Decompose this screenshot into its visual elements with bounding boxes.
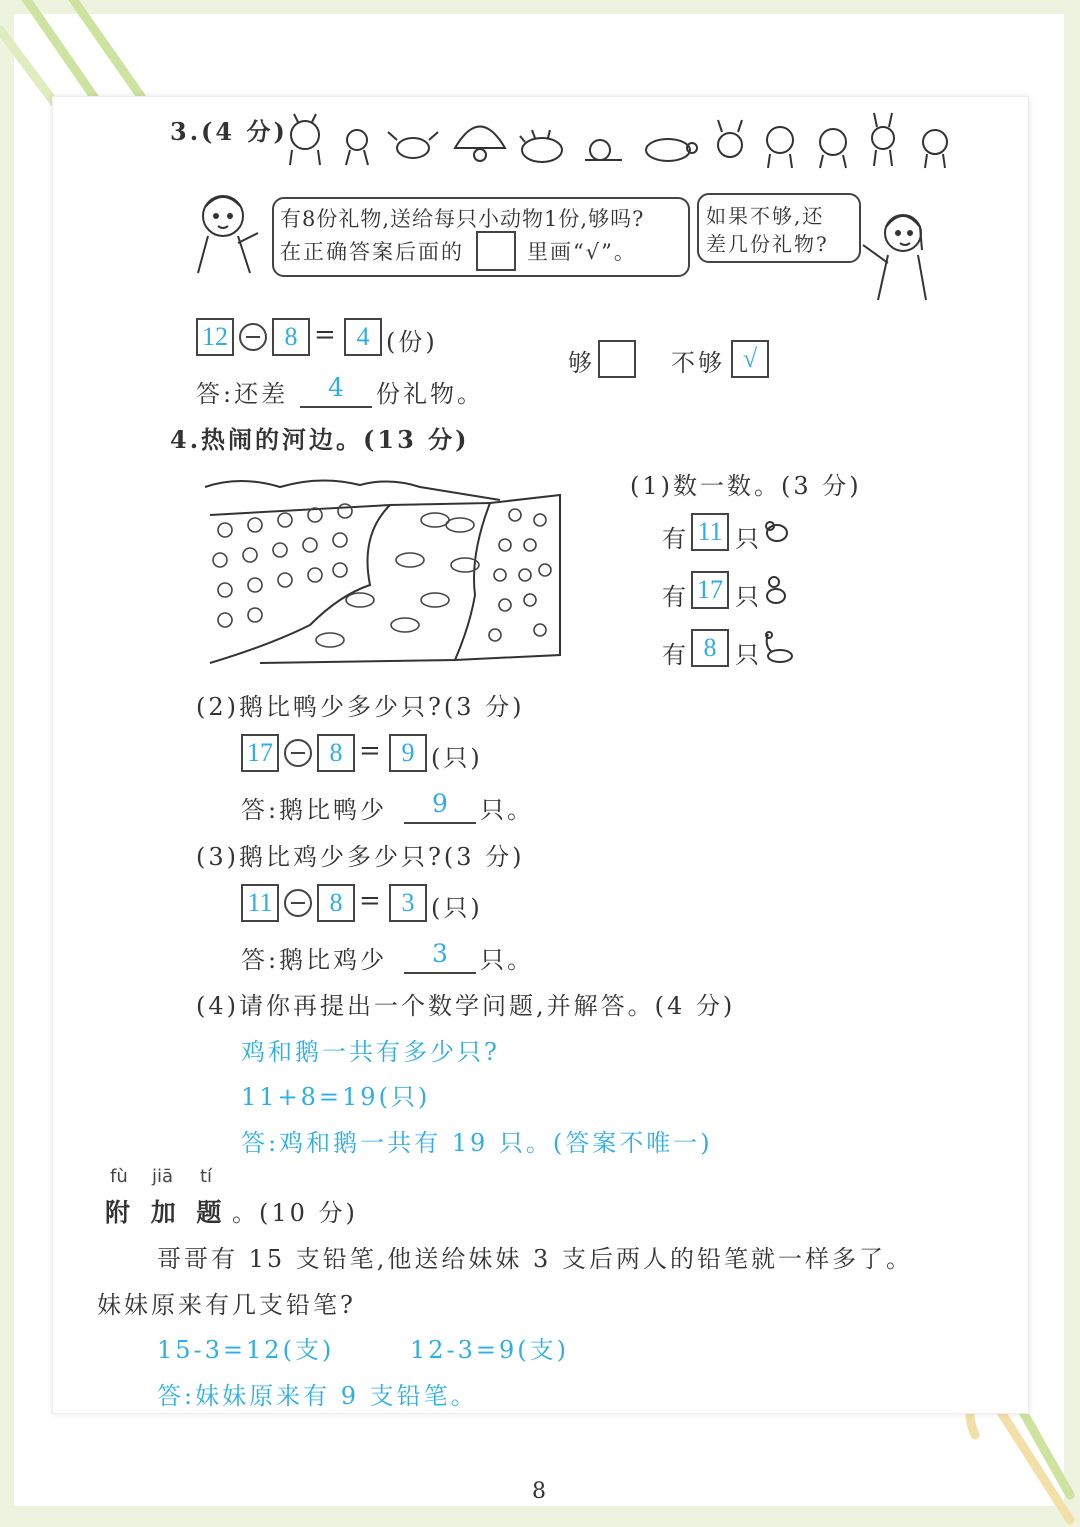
- minus-circle-icon: [239, 323, 267, 351]
- count-prefix: 有: [662, 583, 689, 611]
- not-enough-label: 不够: [671, 349, 725, 377]
- extra-eq2: 12-3=9(支): [410, 1336, 570, 1364]
- bubble1-line1: 有8份礼物,送给每只小动物1份,够吗?: [280, 207, 645, 231]
- q3-answer-suffix: 份礼物。: [376, 380, 484, 408]
- q4-p4-question: 鸡和鹅一共有多少只?: [241, 1038, 500, 1066]
- count-suffix: 只: [735, 525, 762, 553]
- extra-score: 。(10 分): [232, 1199, 358, 1227]
- q4-p3-subtrahend: 8: [317, 884, 355, 922]
- q4-p3-minuend: 11: [241, 884, 279, 922]
- q4-p3-ans-value: 3: [404, 938, 476, 974]
- animals-row-illustration: [280, 110, 960, 172]
- chicken-icon: [762, 517, 790, 545]
- pinyin-jia: jiā: [152, 1166, 174, 1187]
- extra-line1: 哥哥有 15 支铅笔,他送给妹妹 3 支后两人的铅笔就一样多了。: [157, 1245, 913, 1273]
- q3-label: 3.(4 分): [170, 117, 288, 146]
- extra-answer: 答:妹妹原来有 9 支铅笔。: [157, 1382, 478, 1410]
- bubble1-line2-start: 在正确答案后面的: [280, 240, 464, 264]
- q4-p2-ans-prefix: 答:鹅比鸭少: [241, 796, 388, 824]
- q4-p4-equation: 11+8=19(只): [241, 1083, 431, 1111]
- q3-eq-unit: (份): [386, 328, 438, 356]
- bubble2-line1: 如果不够,还: [706, 204, 825, 228]
- q4-p2-ans-value: 9: [404, 788, 476, 824]
- extra-title: 附 加 题: [105, 1198, 228, 1227]
- bubble-example-box: [476, 231, 516, 271]
- count-prefix: 有: [662, 525, 689, 553]
- q4-p1-label: (1)数一数。(3 分): [630, 472, 862, 500]
- q4-label: 4.热闹的河边。(13 分): [170, 425, 470, 454]
- equals-sign: =: [359, 886, 381, 916]
- q3-eq-minuend: 12: [196, 318, 234, 356]
- page-number: 8: [532, 1479, 549, 1504]
- q4-p2-minuend: 17: [241, 734, 279, 772]
- q4-p3-ans-suffix: 只。: [480, 946, 534, 974]
- q4-p2-ans-suffix: 只。: [480, 796, 534, 824]
- q4-p3-result: 3: [389, 884, 427, 922]
- q4-p3-ans-prefix: 答:鹅比鸡少: [241, 946, 388, 974]
- q3-eq-subtrahend: 8: [272, 318, 310, 356]
- pinyin-ti: tí: [200, 1166, 213, 1187]
- count-geese-box: 8: [691, 629, 729, 667]
- minus-circle-icon: [284, 739, 312, 767]
- q3-answer-prefix: 答:还差: [196, 380, 289, 408]
- count-suffix: 只: [735, 641, 762, 669]
- extra-line2: 妹妹原来有几支铅笔?: [97, 1291, 356, 1319]
- goose-icon: [760, 630, 794, 666]
- q4-p3-label: (3)鹅比鸡少多少只?(3 分): [196, 843, 525, 871]
- duck-icon: [762, 574, 790, 606]
- minus-circle-icon: [284, 889, 312, 917]
- q4-p3-unit: (只): [431, 894, 483, 922]
- q4-p2-label: (2)鹅比鸭少多少只?(3 分): [196, 693, 525, 721]
- equals-sign: =: [314, 320, 336, 350]
- equals-sign: =: [359, 736, 381, 766]
- count-chickens-box: 11: [691, 513, 729, 551]
- bubble1-line2-end: 里画“√”。: [527, 240, 637, 264]
- q4-p2-result: 9: [389, 734, 427, 772]
- count-suffix: 只: [735, 583, 762, 611]
- enough-label: 够: [568, 349, 595, 377]
- river-scene-illustration: [200, 475, 570, 670]
- count-prefix: 有: [662, 641, 689, 669]
- girl-illustration: [858, 205, 938, 305]
- q4-p4-answer: 答:鸡和鹅一共有 19 只。(答案不唯一): [241, 1129, 713, 1157]
- q3-answer-value: 4: [300, 372, 372, 408]
- enough-checkbox[interactable]: [598, 340, 636, 378]
- extra-eq1: 15-3=12(支): [157, 1336, 335, 1364]
- pinyin-fu: fù: [110, 1166, 128, 1187]
- count-ducks-box: 17: [691, 571, 729, 609]
- q4-p2-subtrahend: 8: [317, 734, 355, 772]
- q4-p4-label: (4)请你再提出一个数学问题,并解答。(4 分): [196, 992, 736, 1020]
- bubble2-line2: 差几份礼物?: [706, 232, 829, 256]
- q4-p2-unit: (只): [431, 744, 483, 772]
- boy-illustration: [188, 188, 268, 278]
- not-enough-checkbox[interactable]: √: [731, 340, 769, 378]
- q3-eq-result: 4: [344, 318, 382, 356]
